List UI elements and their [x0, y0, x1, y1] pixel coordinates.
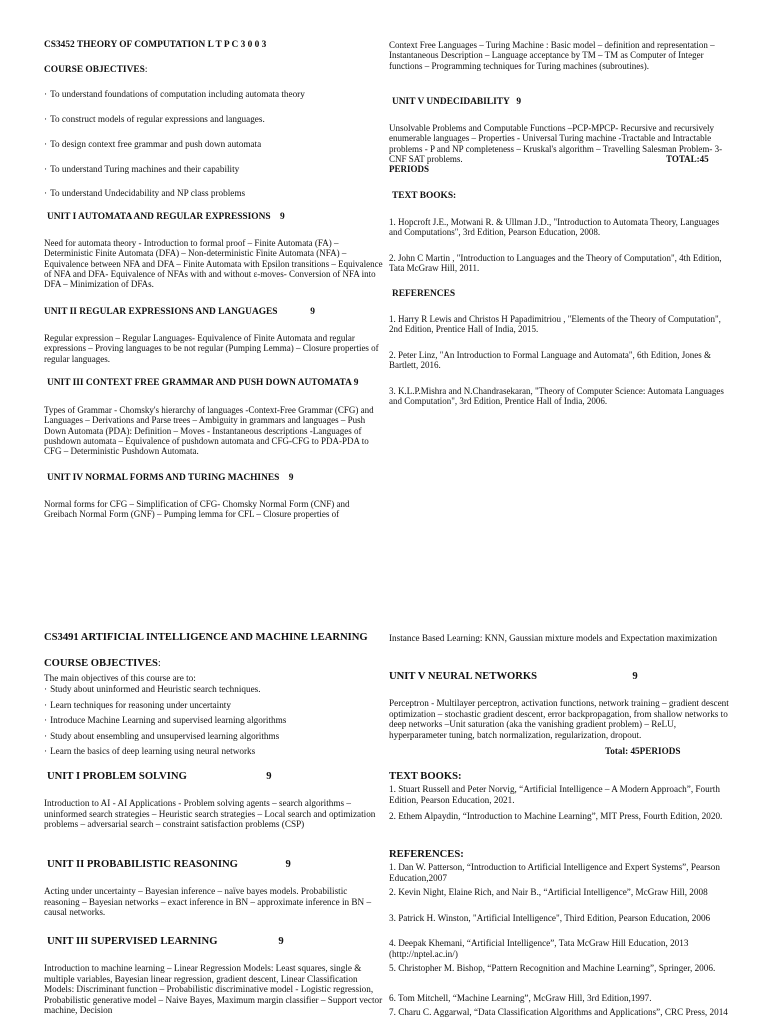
aiml-unit4-continued: Instance Based Learning: KNN, Gaussian mixture models and Expectation maximization	[389, 633, 718, 643]
aiml-unit3-heading: UNIT III SUPERVISED LEARNING 9	[47, 936, 284, 947]
aiml-objective-1: · Study about uninformed and Heuristic search techniques.	[44, 682, 384, 698]
toc-total: TOTAL:45	[666, 154, 709, 164]
toc-unit4-body: Normal forms for CFG – Simplification of CFG- Chomsky Normal Form (CNF) and Greibach Normal Form (GNF) – Pumping lemma for CFL – Closure properties of	[44, 499, 350, 520]
toc-unit4-continued: Context Free Languages – Turing Machine : Basic model – definition and representation – Instantaneous Description – Language acceptance by TM – TM as Computer of Integer functions – Programming techniques for Turing machines (subroutines).	[389, 40, 715, 71]
aiml-objective-5: · Learn the basics of deep learning using neural networks	[44, 744, 384, 760]
aiml-objective-2: · Learn techniques for reasoning under uncertainty	[44, 698, 384, 714]
toc-objective-1: · To understand foundations of computation including automata theory	[44, 89, 384, 100]
aiml-reference-3: 3. Patrick H. Winston, "Artificial Intelligence", Third Edition, Pearson Education, 2006	[389, 913, 711, 923]
toc-unit2-body: Regular expression – Regular Languages- Equivalence of Finite Automata and regular expressions – Proving languages to be not regular (Pumping Lemma) – Closure properties of regular languages.	[44, 333, 379, 364]
toc-objective-4: · To understand Turing machines and their capability	[44, 164, 384, 175]
aiml-reference-2: 2. Kevin Night, Elaine Rich, and Nair B., “Artificial Intelligence”, McGraw Hill, 2008	[389, 887, 708, 897]
aiml-textbook-2: 2. Ethem Alpaydin, “Introduction to Machine Learning”, MIT Press, Fourth Edition, 2020.	[389, 811, 723, 821]
toc-unit1-heading: UNIT I AUTOMATA AND REGULAR EXPRESSIONS 9	[47, 212, 285, 222]
aiml-total: Total: 45PERIODS	[605, 746, 681, 756]
aiml-course-title: CS3491 ARTIFICIAL INTELLIGENCE AND MACHINE LEARNING	[44, 632, 368, 643]
aiml-unit1-body: Introduction to AI - AI Applications - Problem solving agents – search algorithms – uninformed search strategies – Heuristic search strategies – Local search and optimization problems – adversarial search – constraint satisfaction problems (CSP)	[44, 798, 376, 829]
toc-unit3-body: Types of Grammar - Chomsky's hierarchy of languages -Context-Free Grammar (CFG) and Languages – Derivations and Parse trees – Ambiguity in grammars and languages – Push Down Automata (PDA): Definition – Moves - Instantaneous descriptions -Languages of pushdown automata – Equivalence of pushdown automata and CFG-CFG to PDA-PDA to CFG – Deterministic Pushdown Automata.	[44, 405, 374, 457]
aiml-unit1-heading: UNIT I PROBLEM SOLVING 9	[47, 771, 272, 782]
aiml-reference-4: 4. Deepak Khemani, “Artificial Intelligence”, Tata McGraw Hill Education, 2013 (http://nptel.ac.in/)	[389, 938, 689, 959]
toc-objective-5: · To understand Undecidability and NP class problems	[44, 188, 384, 199]
aiml-reference-1: 1. Dan W. Patterson, “Introduction to Artificial Intelligence and Expert Systems”, Pearson Education,2007	[389, 862, 720, 883]
toc-objective-2: · To construct models of regular expressions and languages.	[44, 114, 384, 125]
aiml-textbooks-heading: TEXT BOOKS:	[389, 771, 462, 782]
aiml-references-heading: REFERENCES:	[389, 849, 464, 860]
toc-references-heading: REFERENCES	[392, 289, 456, 299]
toc-unit3-heading: UNIT III CONTEXT FREE GRAMMAR AND PUSH DOWN AUTOMATA 9	[47, 378, 359, 388]
aiml-unit5-heading: UNIT V NEURAL NETWORKS 9	[389, 671, 638, 682]
toc-unit4-heading: UNIT IV NORMAL FORMS AND TURING MACHINES 9	[47, 473, 294, 483]
toc-textbook-1: 1. Hopcroft J.E., Motwani R. & Ullman J.D., "Introduction to Automata Theory, Languages and Computations", 3rd Edition, Pearson Education, 2008.	[389, 217, 720, 238]
aiml-objectives-intro: The main objectives of this course are to:	[44, 673, 196, 683]
toc-textbooks-heading: TEXT BOOKS:	[392, 191, 457, 201]
aiml-reference-6: 6. Tom Mitchell, “Machine Learning”, McGraw Hill, 3rd Edition,1997.	[389, 993, 652, 1003]
toc-course-title: CS3452 THEORY OF COMPUTATION L T P C 3 0 0 3	[44, 40, 267, 50]
toc-reference-1: 1. Harry R Lewis and Christos H Papadimitriou , "Elements of the Theory of Computation", 2nd Edition, Prentice Hall of India, 2015.	[389, 314, 721, 335]
toc-periods: PERIODS	[389, 164, 430, 175]
toc-unit5-heading: UNIT V UNDECIDABILITY 9	[392, 97, 522, 107]
aiml-objective-3: · Introduce Machine Learning and supervised learning algorithms	[44, 713, 384, 729]
aiml-reference-7: 7. Charu C. Aggarwal, “Data Classification Algorithms and Applications”, CRC Press, 2014	[389, 1007, 728, 1017]
toc-objective-3: · To design context free grammar and push down automata	[44, 139, 384, 150]
aiml-unit2-heading: UNIT II PROBABILISTIC REASONING 9	[47, 859, 291, 870]
aiml-textbook-1: 1. Stuart Russell and Peter Norvig, “Artificial Intelligence – A Modern Approach”, Fourth Edition, Pearson Education, 2021.	[389, 784, 720, 805]
aiml-objective-4: · Study about ensembling and unsupervised learning algorithms	[44, 729, 384, 745]
toc-unit5-block	[389, 123, 729, 174]
aiml-unit5-body: Perceptron - Multilayer perceptron, activation functions, network training – gradient descent optimization – stochastic gradient descent, error backpropagation, from shallow networks to deep networks –Unit saturation (aka the vanishing gradient problem) – ReLU, hyperparameter tuning, batch normalization, regularization, dropout.	[389, 698, 729, 740]
toc-unit2-heading: UNIT II REGULAR EXPRESSIONS AND LANGUAGES 9	[44, 307, 315, 317]
aiml-reference-5: 5. Christopher M. Bishop, “Pattern Recognition and Machine Learning”, Springer, 2006.	[389, 963, 716, 973]
aiml-unit3-body: Introduction to machine learning – Linear Regression Models: Least squares, single & multiple variables, Bayesian linear regression, gradient descent, Linear Classification Models: Discriminant function – Probabilistic discriminative model - Logistic regression, Probabilistic generative model – Naive Bayes, Maximum margin classifier – Support vector machine, Decision	[44, 963, 383, 1015]
aiml-unit5-block	[389, 698, 729, 756]
toc-reference-3: 3. K.L.P.Mishra and N.Chandrasekaran, "Theory of Computer Science: Automata Languages and Computation", 3rd Edition, Prentice Hall of India, 2006.	[389, 386, 724, 407]
aiml-objectives-list	[44, 682, 384, 760]
toc-objectives-heading: COURSE OBJECTIVES:	[44, 65, 148, 75]
toc-reference-2: 2. Peter Linz, "An Introduction to Formal Language and Automata", 6th Edition, Jones & Bartlett, 2016.	[389, 350, 712, 371]
aiml-objectives-heading: COURSE OBJECTIVES:	[44, 658, 161, 669]
toc-unit1-body: Need for automata theory - Introduction to formal proof – Finite Automata (FA) – Deterministic Finite Automata (DFA) – Non-deterministic Finite Automata (NFA) – Equivalence between NFA and DFA – Finite Automata with Epsilon transitions – Equivalence of NFA and DFA- Equivalence of NFAs with and without ε-moves- Conversion of NFA into DFA – Minimization of DFAs.	[44, 238, 383, 290]
toc-textbook-2: 2. John C Martin , "Introduction to Languages and the Theory of Computation", 4th Edition, Tata McGraw Hill, 2011.	[389, 253, 722, 274]
aiml-unit2-body: Acting under uncertainty – Bayesian inference – naïve bayes models. Probabilistic reasoning – Bayesian networks – exact inference in BN – approximate inference in BN – causal networks.	[44, 886, 372, 917]
toc-unit5-body: Unsolvable Problems and Computable Functions –PCP-MPCP- Recursive and recursively enumerable languages – Properties - Universal Turing machine -Tractable and Intractable problems - P and NP completeness – Kruskal's algorithm – Travelling Salesman Problem- 3-CNF SAT problems.	[389, 123, 723, 164]
